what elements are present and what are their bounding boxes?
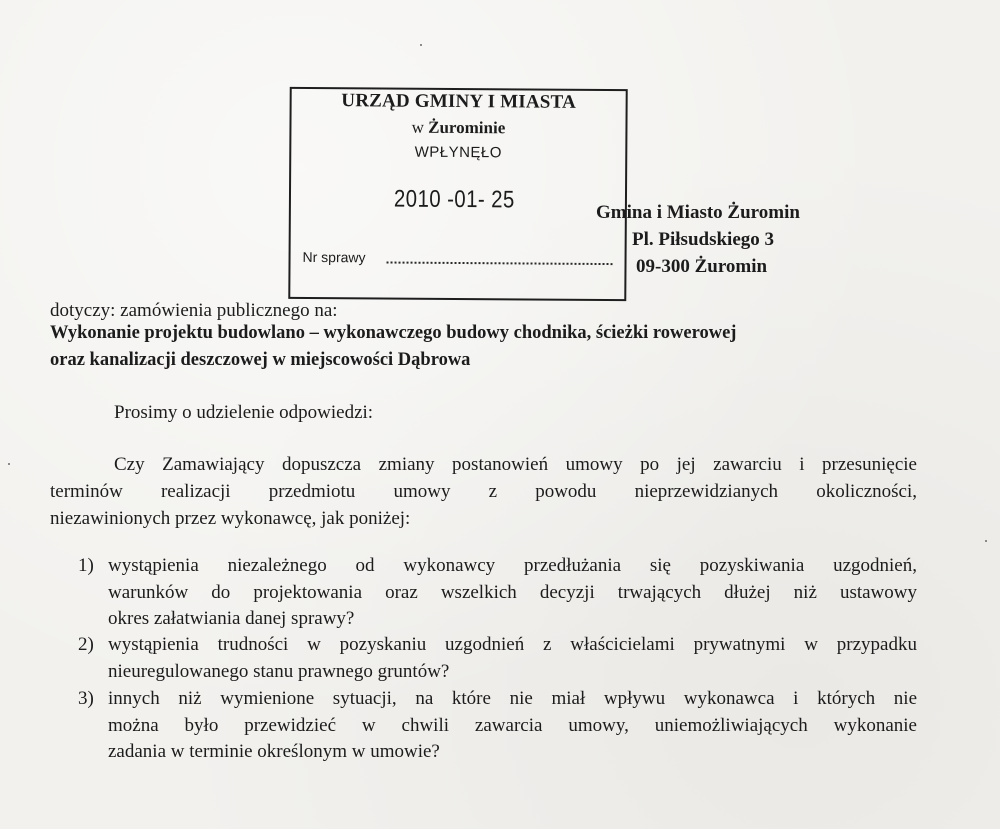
- question-line-2: terminów realizacji przedmiotu umowy z powodu nieprzewidzianych okoliczności,: [50, 481, 917, 502]
- request-line: Prosimy o udzielenie odpowiedzi:: [114, 402, 374, 423]
- question-line-1: Czy Zamawiający dopuszcza zmiany postanowień umowy po jej zawarciu i przesunięcie: [114, 454, 917, 475]
- list-item-number: 2): [78, 634, 94, 655]
- list-item-1-line-3: okres załatwiania danej sprawy?: [108, 608, 355, 629]
- subject-title-line-2: oraz kanalizacji deszczowej w miejscowości Dąbrowa: [50, 350, 471, 370]
- subject-title-line-1: Wykonanie projektu budowlano – wykonawczego budowy chodnika, ścieżki rowerowej: [50, 323, 737, 343]
- stamp-case-number-line: [387, 262, 613, 266]
- list-item-1-line-2: warunków do projektowania oraz wszelkich decyzji trwających dłużej niż ustawowy: [108, 582, 917, 603]
- subject-intro: dotyczy: zamówienia publicznego na:: [50, 300, 338, 321]
- list-item-number: 1): [78, 555, 94, 576]
- list-item-3-line-3: zadania w terminie określonym w umowie?: [108, 741, 440, 762]
- stamp-location: [291, 117, 625, 139]
- stamp-case-number-label: Nr sprawy: [302, 248, 366, 266]
- stamp-office-name: URZĄD GMINY I MIASTA: [341, 90, 577, 113]
- incoming-mail-stamp: [288, 87, 627, 301]
- recipient-postcode-city: 09-300 Żuromin: [636, 256, 768, 277]
- list-item-number: 3): [78, 688, 94, 709]
- recipient-street: Pl. Piłsudskiego 3: [632, 229, 774, 250]
- list-item-2-line-1: wystąpienia trudności w pozyskaniu uzgodnień z właścicielami prywatnymi w przypadku: [108, 634, 917, 655]
- stamp-location-name: Żurominie: [428, 117, 506, 138]
- stamp-received-label: WPŁYNĘŁO: [414, 143, 503, 162]
- list-item-3-line-2: można było przewidzieć w chwili zawarcia umowy, uniemożliwiających wykonanie: [108, 715, 917, 736]
- stamp-date: 2010 -01- 25: [393, 185, 515, 214]
- stamp-location-prefix: w: [411, 117, 424, 137]
- question-line-3: niezawinionych przez wykonawcę, jak poniżej:: [50, 508, 411, 529]
- scan-speck: [420, 44, 422, 46]
- scan-speck: [8, 463, 10, 465]
- recipient-name: Gmina i Miasto Żuromin: [596, 202, 800, 223]
- list-item-3-line-1: innych niż wymienione sytuacji, na które nie miał wpływu wykonawca i których nie: [108, 688, 917, 709]
- recipient-address: [596, 199, 800, 280]
- list-item-1-line-1: wystąpienia niezależnego od wykonawcy przedłużania się pozyskiwania uzgodnień,: [108, 555, 917, 576]
- scan-speck: [985, 540, 987, 542]
- list-item-2-line-2: nieuregulowanego stanu prawnego gruntów?: [108, 661, 450, 682]
